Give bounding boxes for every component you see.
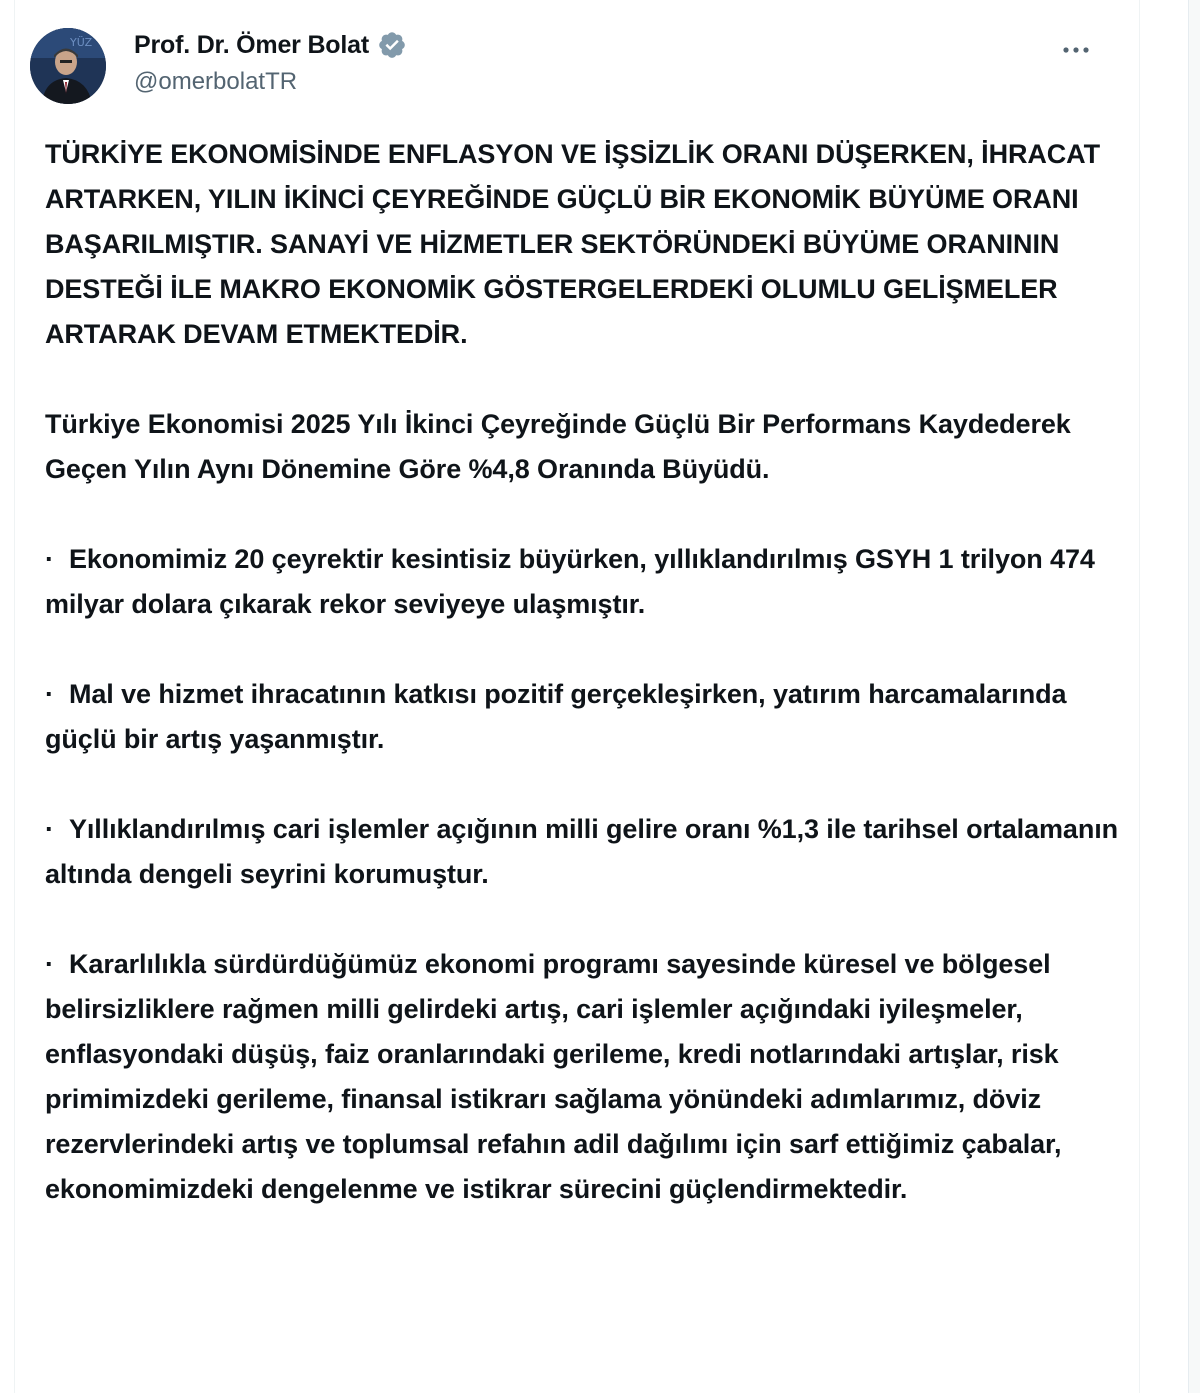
more-options-button[interactable]	[1056, 38, 1096, 62]
bullet-symbol: ·	[45, 814, 54, 844]
bullet-item	[45, 672, 1125, 762]
bullet-item	[45, 807, 1125, 897]
bullet-symbol: ·	[45, 949, 54, 979]
profile-photo-icon	[30, 28, 106, 104]
author-block	[134, 30, 407, 96]
author-display-name[interactable]: Prof. Dr. Ömer Bolat	[134, 30, 369, 59]
more-horizontal-icon	[1056, 38, 1096, 62]
verified-badge-icon	[377, 30, 407, 60]
avatar[interactable]	[30, 28, 106, 104]
bullet-text: Kararlılıkla sürdürdüğümüz ekonomi programı sayesinde küresel ve bölgesel belirsizliklere rağmen milli gelirdeki artış, cari işlemler açığındaki iyileşmeler, enflasyondaki düşüş, faiz oranlarındaki gerileme, kredi notlarındaki artışlar, risk primimizdeki gerileme, finansal istikrarı sağlama yönündeki adımlarımız, döviz rezervlerindeki artış ve toplumsal refahın adil dağılımı için sarf ettiğimiz çabalar, ekonomimizdeki dengelenme ve istikrar sürecini güçlendirmektedir.	[45, 949, 1062, 1204]
sidebar-edge	[1188, 0, 1200, 1393]
tweet-text	[45, 132, 1125, 1257]
author-handle[interactable]: @omerbolatTR	[134, 68, 298, 95]
bullet-item	[45, 537, 1125, 627]
bullet-symbol: ·	[45, 679, 54, 709]
bullet-symbol: ·	[45, 544, 54, 574]
bullet-text: Mal ve hizmet ihracatının katkısı pozitif gerçekleşirken, yatırım harcamalarında güçlü bir artış yaşanmıştır.	[45, 679, 1067, 754]
bullet-text: Yıllıklandırılmış cari işlemler açığının milli gelire oranı %1,3 ile tarihsel ortalamanın altında dengeli seyrini korumuştur.	[45, 814, 1119, 889]
bullet-text: Ekonomimiz 20 çeyrektir kesintisiz büyürken, yıllıklandırılmış GSYH 1 trilyon 474 milyar dolara çıkarak rekor seviyeye ulaşmıştır.	[45, 544, 1095, 619]
tweet-subheadline: Türkiye Ekonomisi 2025 Yılı İkinci Çeyreğinde Güçlü Bir Performans Kaydederek Geçen Yılın Aynı Dönemine Göre %4,8 Oranında Büyüdü.	[45, 409, 1071, 484]
svg-text:YÜZ: YÜZ	[70, 36, 93, 49]
bullet-item	[45, 942, 1125, 1212]
tweet-header	[30, 28, 1110, 108]
tweet-headline: TÜRKİYE EKONOMİSİNDE ENFLASYON VE İŞSİZLİK ORANI DÜŞERKEN, İHRACAT ARTARKEN, YILIN İKİNCİ ÇEYREĞİNDE GÜÇLÜ BİR EKONOMİK BÜYÜME ORANI BAŞARILMIŞTIR. SANAYİ VE HİZMETLER SEKTÖRÜNDEKİ BÜYÜME ORANININ DESTEĞİ İLE MAKRO EKONOMİK GÖSTERGELERDEKİ OLUMLU GELİŞMELER ARTARAK DEVAM ETMEKTEDİR.	[45, 139, 1100, 349]
